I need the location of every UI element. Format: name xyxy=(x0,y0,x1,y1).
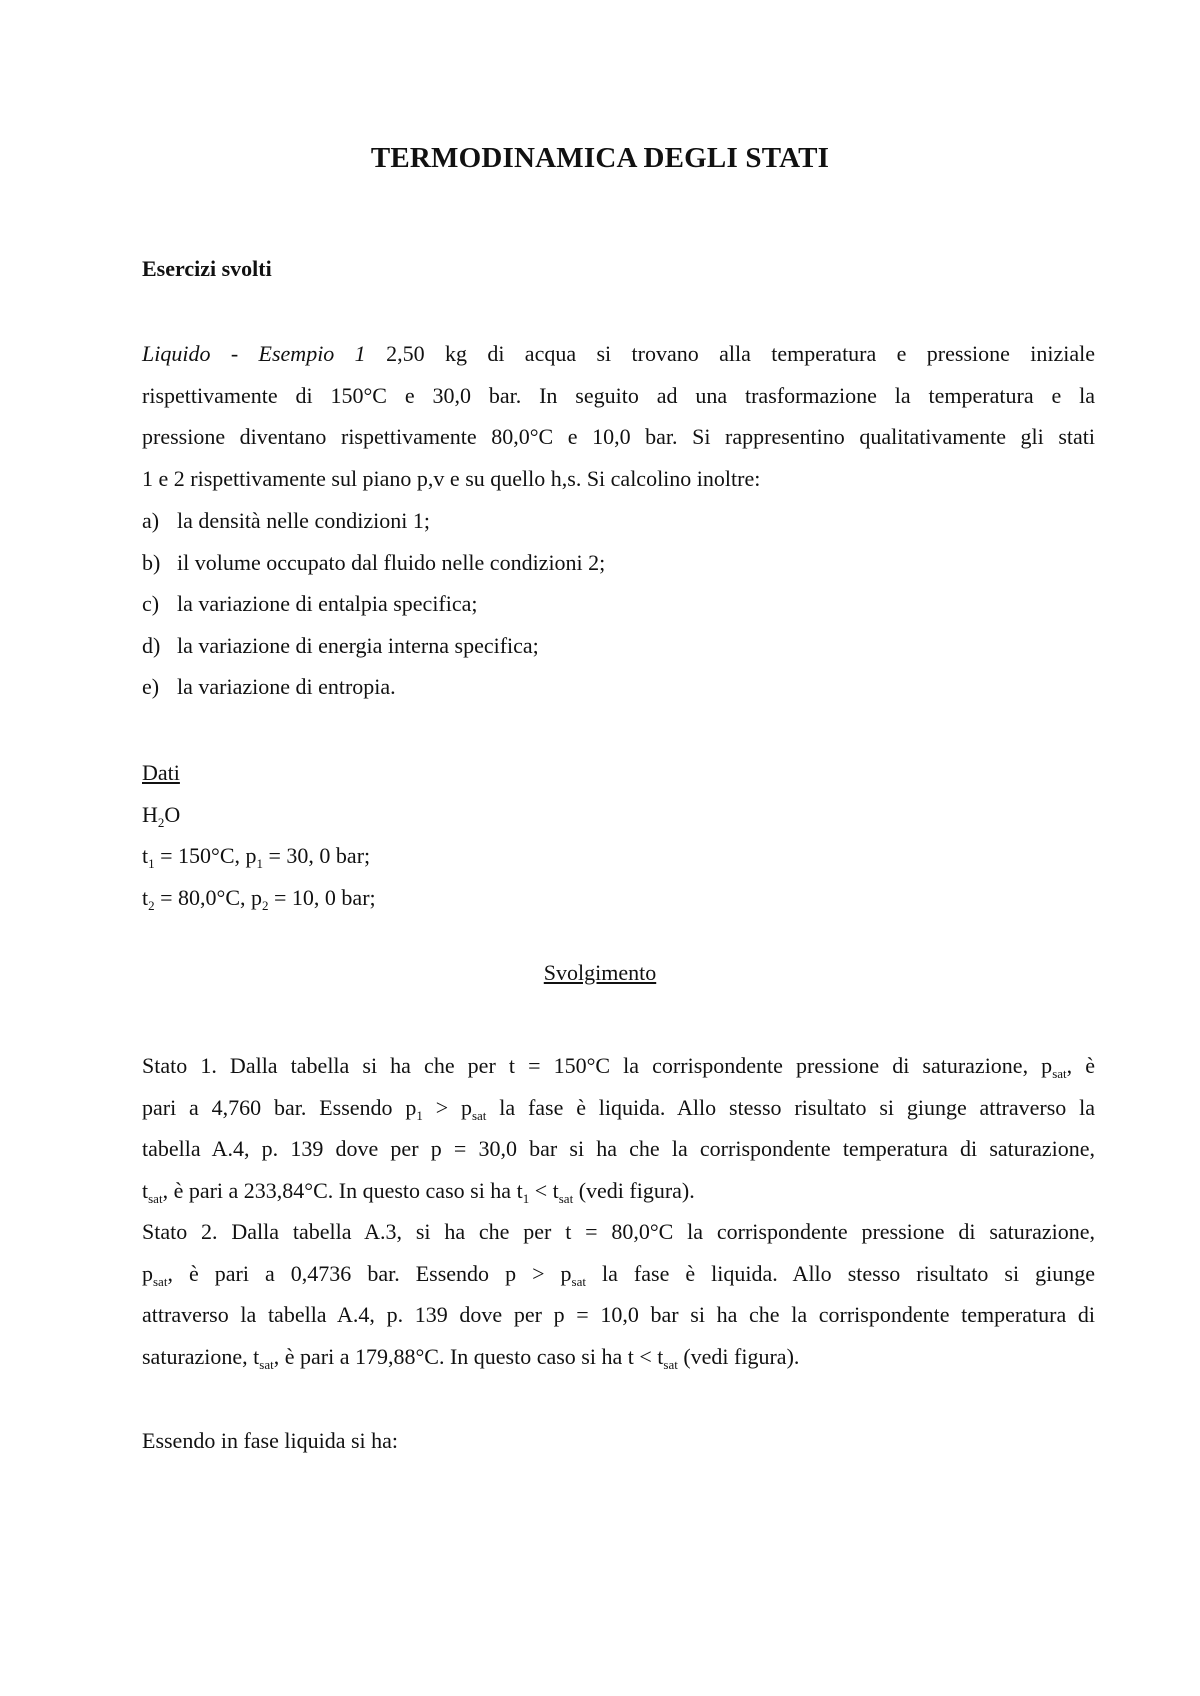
subscript: sat xyxy=(153,1273,168,1289)
svolgimento-heading xyxy=(0,960,1200,986)
value: = 150°C, xyxy=(154,843,246,868)
subscript: 2 xyxy=(262,897,269,913)
list-item xyxy=(142,625,1095,667)
final-line: Essendo in fase liquida si ha: xyxy=(142,1428,399,1453)
list-item xyxy=(142,666,1095,708)
list-marker: c) xyxy=(142,591,160,616)
text: p xyxy=(142,1260,153,1286)
subscript: sat xyxy=(148,1190,163,1206)
subscript: sat xyxy=(259,1356,274,1372)
svolgimento-heading-text: Svolgimento xyxy=(543,960,657,985)
text: (vedi figura). xyxy=(677,1343,800,1369)
intro-line: rispettivamente di 150°C e 30,0 bar. In seguito ad una trasformazione la temperatura e la xyxy=(142,382,1095,408)
solution-line: Stato 2. Dalla tabella A.3, si ha che per t = 80,0°C la corrispondente pressione di saturazione, xyxy=(142,1219,1095,1244)
data-block xyxy=(142,752,376,918)
subscript: sat xyxy=(1052,1066,1067,1081)
var: p xyxy=(251,884,263,910)
var: t xyxy=(142,843,149,868)
subscript: sat xyxy=(663,1356,678,1372)
list-marker: b) xyxy=(142,549,161,575)
var: p xyxy=(245,843,257,868)
intro-paragraph xyxy=(142,333,1095,499)
solution-line: attraverso la tabella A.4, p. 139 dove per p = 10,0 bar si ha che la corrispondente temperatura di xyxy=(142,1302,1095,1327)
list-marker: e) xyxy=(142,674,160,699)
question-list xyxy=(142,500,1095,708)
text: t xyxy=(142,1177,149,1203)
list-item-text: la variazione di entropia. xyxy=(177,674,396,699)
intro-line xyxy=(142,333,1095,375)
subscript: 1 xyxy=(256,856,264,871)
list-item-text: la densità nelle condizioni 1; xyxy=(177,508,430,533)
intro-line-text: 2,50 kg di acqua si trovano alla temperatura e pressione iniziale xyxy=(365,341,1095,366)
text: , è pari a 179,88°C. In questo caso si ha t < t xyxy=(273,1343,664,1369)
var: t xyxy=(142,884,149,910)
subscript: 1 xyxy=(416,1107,423,1123)
text: la fase è liquida. Allo stesso risultato si giunge xyxy=(585,1260,1095,1286)
list-marker: a) xyxy=(142,508,160,533)
text: (vedi figura). xyxy=(573,1177,695,1203)
list-item-text: la variazione di entalpia specifica; xyxy=(177,591,478,616)
subscript: 1 xyxy=(148,856,155,871)
value: = 10, 0 bar; xyxy=(268,884,376,910)
text: , è pari a 0,4736 bar. Essendo p > p xyxy=(167,1260,572,1286)
subscript: sat xyxy=(558,1190,574,1206)
subscript: sat xyxy=(471,1107,487,1123)
example-label: Liquido - Esempio 1 xyxy=(142,341,366,366)
solution-line xyxy=(142,1087,1095,1129)
state2-data xyxy=(142,877,376,919)
text: Stato 1. Dalla tabella si ha che per t = 150°C la corrispondente pressione di saturazione, p xyxy=(142,1053,1053,1078)
value: = 80,0°C, xyxy=(154,884,252,910)
formula-part: O xyxy=(164,801,181,827)
subscript: sat xyxy=(571,1273,586,1289)
solution-line xyxy=(142,1170,1095,1212)
section-heading: Esercizi svolti xyxy=(142,256,272,281)
list-item xyxy=(142,583,1095,625)
data-heading: Dati xyxy=(142,760,180,785)
substance-formula xyxy=(142,794,376,836)
text: pari a 4,760 bar. Essendo p xyxy=(142,1094,417,1120)
subscript: 1 xyxy=(522,1190,530,1206)
formula-part: H xyxy=(142,801,158,827)
solution-line xyxy=(142,1253,1095,1295)
state1-data xyxy=(142,835,376,877)
list-item-text: il volume occupato dal fluido nelle condizioni 2; xyxy=(177,549,606,575)
list-marker: d) xyxy=(142,632,161,658)
text: , è pari a 233,84°C. In questo caso si ha t xyxy=(162,1177,523,1203)
solution-line: tabella A.4, p. 139 dove per p = 30,0 bar si ha che la corrispondente temperatura di saturazione, xyxy=(142,1136,1095,1161)
list-item-text: la variazione di energia interna specifica; xyxy=(177,632,539,658)
text: la fase è liquida. Allo stesso risultato si giunge attraverso la xyxy=(486,1094,1095,1120)
intro-line: pressione diventano rispettivamente 80,0°C e 10,0 bar. Si rappresentino qualitativamente gli stati xyxy=(142,424,1095,449)
text: > p xyxy=(422,1094,472,1120)
formula-subscript: 2 xyxy=(157,814,165,830)
list-item xyxy=(142,500,1095,542)
solution-line xyxy=(142,1336,1095,1378)
intro-line: 1 e 2 rispettivamente sul piano p,v e su quello h,s. Si calcolino inoltre: xyxy=(142,465,761,491)
text: saturazione, t xyxy=(142,1343,260,1369)
solution-line xyxy=(142,1045,1095,1087)
subscript: 2 xyxy=(148,897,155,913)
page-title: TERMODINAMICA DEGLI STATI xyxy=(370,142,830,174)
list-item xyxy=(142,542,1095,584)
text: < t xyxy=(529,1177,559,1203)
solution-paragraph xyxy=(142,1045,1095,1377)
value: = 30, 0 bar; xyxy=(263,843,371,868)
text: , è xyxy=(1066,1053,1096,1078)
